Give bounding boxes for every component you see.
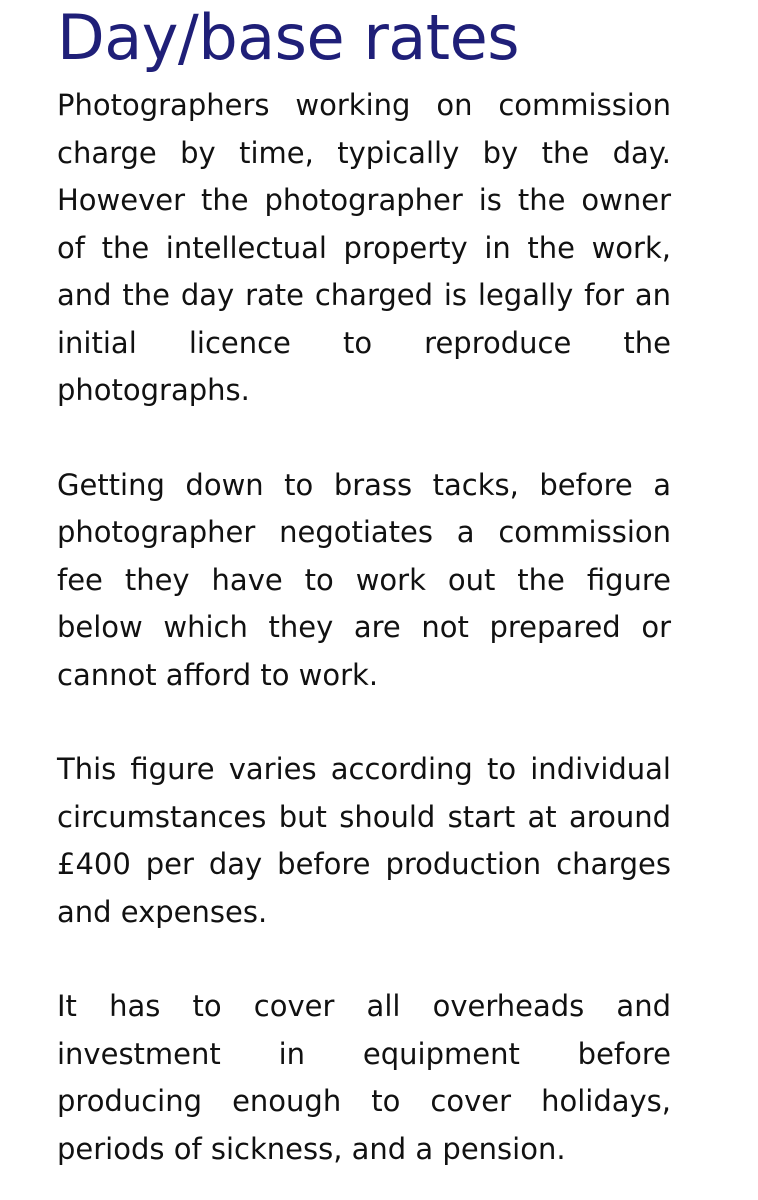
paragraph-cover-overheads: It has to cover all overheads and investment in equipment before producing enough to cover holidays, periods of sickness, and a pension. (57, 989, 671, 1166)
paragraph-brass-tacks: Getting down to brass tacks, before a photographer negotiates a commission fee they have to work out the figure below which they are not prepared or cannot afford to work. (57, 467, 671, 692)
paragraph-commission-charges: Photographers working on commission charge by time, typically by the day. However the photographer is the owner of the intellectual property in the work, and the day rate charged is legally for an initial licence to reproduce the photographs. (57, 88, 671, 407)
document-page (57, 0, 671, 1173)
paragraph-figure-varies: This figure varies according to individual circumstances but should start at around £400 per day before production charges and expenses. (57, 752, 671, 929)
page-title: Day/base rates (57, 1, 520, 74)
